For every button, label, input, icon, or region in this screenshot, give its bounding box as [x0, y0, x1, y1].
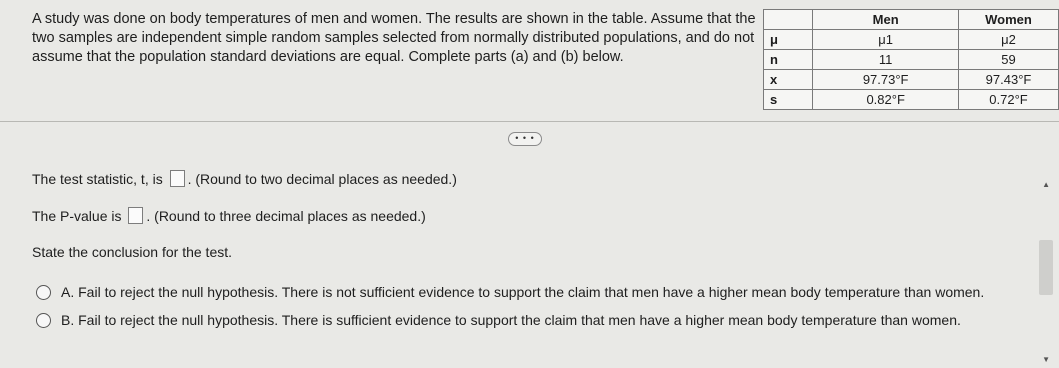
test-statistic-prefix: The test statistic, t, is: [32, 171, 163, 187]
table-header-blank: [764, 10, 813, 30]
cell-men: 97.73°F: [813, 70, 959, 90]
option-a-letter: A.: [61, 284, 75, 300]
p-value-line: [32, 207, 426, 224]
p-value-suffix: . (Round to three decimal places as needed.): [146, 208, 426, 224]
cell-women: μ2: [959, 30, 1059, 50]
table-row: [764, 70, 1059, 90]
radio-option-b[interactable]: [36, 313, 51, 328]
row-label: n: [764, 50, 813, 70]
option-a[interactable]: [36, 284, 984, 300]
section-divider: [0, 121, 1059, 122]
option-a-text: Fail to reject the null hypothesis. There is not sufficient evidence to support the claim that men have a higher mean body temperature than women.: [78, 284, 985, 300]
cell-women: 97.43°F: [959, 70, 1059, 90]
table-row: [764, 90, 1059, 110]
p-value-prefix: The P-value is: [32, 208, 122, 224]
cell-women: 0.72°F: [959, 90, 1059, 110]
cell-men: 11: [813, 50, 959, 70]
table-header-women: Women: [959, 10, 1059, 30]
cell-women: 59: [959, 50, 1059, 70]
table-header-men: Men: [813, 10, 959, 30]
cell-men: μ1: [813, 30, 959, 50]
row-label: s: [764, 90, 813, 110]
option-b[interactable]: [36, 312, 961, 328]
option-b-text: Fail to reject the null hypothesis. There is sufficient evidence to support the claim that men have a higher mean body temperature than women.: [78, 312, 961, 328]
test-statistic-line: [32, 170, 457, 187]
table-row: [764, 30, 1059, 50]
p-value-input[interactable]: [128, 207, 143, 224]
expand-more-button[interactable]: • • •: [508, 132, 542, 146]
table-row: [764, 50, 1059, 70]
test-statistic-input[interactable]: [170, 170, 185, 187]
row-label: x: [764, 70, 813, 90]
data-table: [763, 9, 1059, 110]
test-statistic-suffix: . (Round to two decimal places as needed.): [187, 171, 457, 187]
radio-option-a[interactable]: [36, 285, 51, 300]
scrollbar-thumb[interactable]: [1039, 240, 1053, 295]
scroll-down-icon[interactable]: ▼: [1042, 355, 1050, 364]
problem-statement: A study was done on body temperatures of men and women. The results are shown in the table. Assume that the two samples are independent simple random samples selected from normally distributed populations, and do not assume that the population standard deviations are equal. Complete parts (a) and (b) below.: [32, 11, 756, 65]
row-label: μ: [764, 30, 813, 50]
conclusion-prompt: State the conclusion for the test.: [32, 244, 233, 260]
scroll-up-icon[interactable]: ▲: [1042, 180, 1050, 189]
option-b-letter: B.: [61, 312, 75, 328]
cell-men: 0.82°F: [813, 90, 959, 110]
table-header-row: [764, 10, 1059, 30]
